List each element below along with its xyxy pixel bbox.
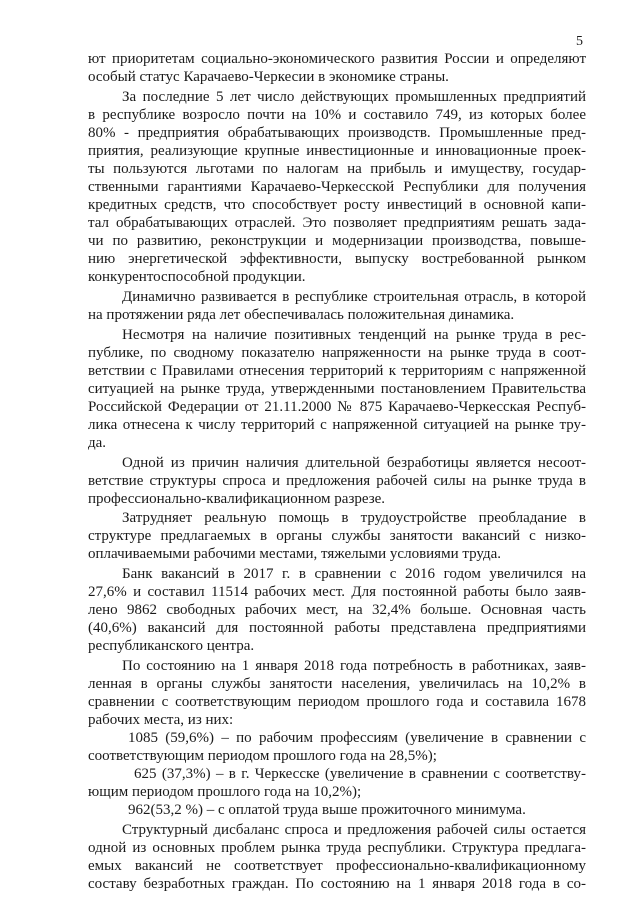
text-line: ют приоритетам социально-экономического развития России и определяют [88,51,586,67]
text-line: республиканского центра. [88,638,255,655]
text-line: ветствии с Правилами отнесения территорий к территориям с напряженной [88,362,586,379]
text-line: чи по развитию, реконструкции и модернизации производства, повыше- [88,232,586,249]
text-line: приятия, реализующие крупные инвестиционные и инновационные проек- [88,142,586,159]
text-line: одной из основных проблем рынка труда республики. Структура предлага- [88,840,586,856]
text-line: да. [88,434,107,451]
text-line: Динамично развивается в республике строительная отрасль, в которой [122,288,586,305]
page-number: 5 [576,34,583,49]
text-line: нию энергетической эффективности, выпуску востребованной рынком [88,250,586,267]
text-line: оплачиваемыми рабочими местами, тяжелыми условиями труда. [88,546,501,563]
text-line: сравнении с соответствующим периодом прошлого года и составила 1678 [88,694,586,711]
text-line: составу безработных граждан. По состоянию на 1 января 2018 года в со- [88,876,586,892]
text-line: публике, по сводному показателю напряженности на рынке труда в соот- [88,344,586,361]
text-line: рабочих места, из них: [88,712,234,729]
text-line: Российской Федерации от 21.11.2000 № 875 Карачаево-Черкесская Респуб- [88,398,586,415]
text-line: в республике возросло почти на 10% и составило 749, из которых более [88,106,586,123]
text-line: 1085 (59,6%) – по рабочим профессиям (увеличение в сравнении с [128,730,586,747]
text-line: соответствующим периодом прошлого года на 28,5%); [88,748,437,765]
text-line: 962(53,2 %) – с оплатой труда выше прожиточного минимума. [128,802,526,819]
text-line: кредитных средств, что способствует росту инвестиций в основной капи- [88,196,586,213]
text-line: Одной из причин наличия длительной безработицы является несоот- [122,454,586,471]
text-line: тал обрабатывающих отраслей. Это позволяет предприятиям решать зада- [88,214,586,231]
text-line: ты пользуются льготами по налогам на прибыль и имуществу, государ- [88,160,586,177]
text-line: Несмотря на наличие позитивных тенденций на рынке труда в рес- [122,326,586,343]
text-line: (40,6%) вакансий для постоянной работы представлена предприятиями [88,620,586,637]
text-line: особый статус Карачаево-Черкесии в экономике страны. [88,69,449,85]
text-line: профессионально-квалификационном разрезе. [88,490,386,507]
text-line: ющим периодом прошлого года на 10,2%); [88,784,362,801]
text-line: ситуацией на рынке труда, утвержденными постановлением Правительства [88,380,586,397]
text-line: ветствие структуры спроса и предложения рабочей силы на рынке труда в [88,472,586,489]
text-line: на протяжении ряда лет обеспечивалась положительная динамика. [88,306,515,323]
text-line: За последние 5 лет число действующих промышленных предприятий [122,88,586,105]
text-line: емых вакансий не соответствует профессионально-квалификационному [88,858,586,874]
text-line: 625 (37,3%) – в г. Черкесске (увеличение в сравнении с соответству- [134,766,586,783]
text-line: Структурный дисбаланс спроса и предложения рабочей силы остается [122,822,586,838]
text-line: 27,6% и составил 11514 рабочих мест. Для постоянной работы было заяв- [88,584,586,601]
text-line: лика отнесена к числу территорий с напряженной ситуацией на рынке тру- [88,416,586,433]
text-line: ленная в органы службы занятости населения, увеличилась на 10,2% в [88,676,586,693]
text-line: ственными гарантиями Карачаево-Черкесской Республики для получения [88,178,586,195]
text-line: По состоянию на 1 января 2018 года потребность в работниках, заяв- [122,658,586,675]
text-line: Затрудняет реальную помощь в трудоустройстве преобладание в [122,510,586,527]
text-line: лено 9862 свободных рабочих мест, на 32,4% больше. Основная часть [88,602,586,619]
text-line: Банк вакансий в 2017 г. в сравнении с 2016 годом увеличился на [122,566,586,583]
text-line: 80% - предприятия обрабатывающих производств. Промышленные пред- [88,124,586,141]
text-line: конкурентоспособной продукции. [88,268,306,285]
text-line: структуре предлагаемых в органы службы занятости вакансий с низко- [88,528,586,545]
